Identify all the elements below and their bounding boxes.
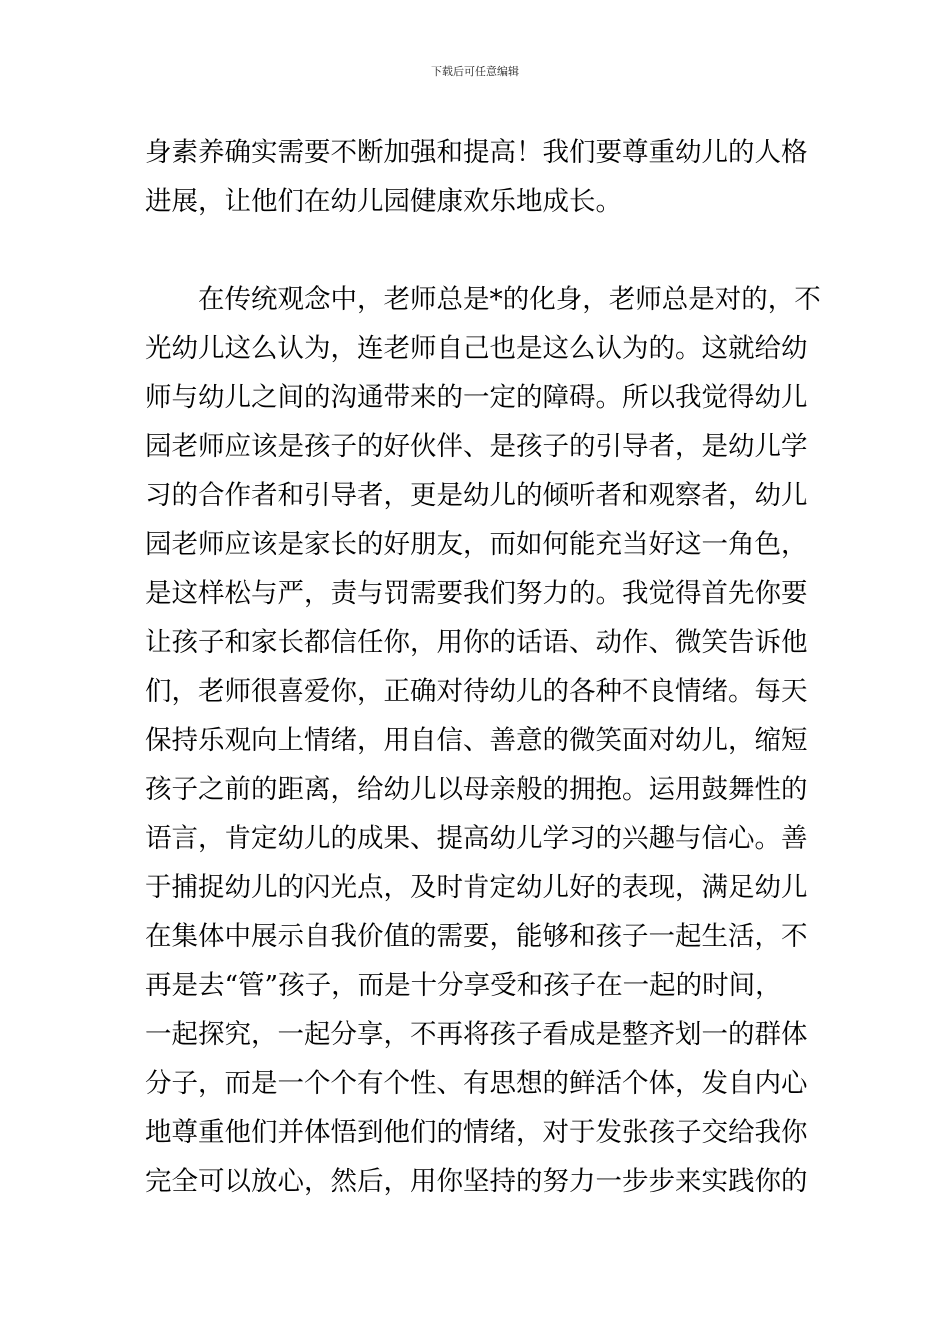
text-line: 分子，而是一个个有个性、有思想的鲜活个体，发自内心 — [145, 1068, 808, 1099]
text-line: 再是去“管”孩子，而是十分享受和孩子在一起的时间， — [145, 970, 782, 1001]
text-line: 一起探究，一起分享，不再将孩子看成是整齐划一的群体 — [145, 1019, 808, 1050]
text-line: 保持乐观向上情绪，用自信、善意的微笑面对幼儿，缩短 — [145, 725, 808, 756]
text-line: 在集体中展示自我价值的需要，能够和孩子一起生活，不 — [145, 921, 808, 952]
text-line: 完全可以放心，然后，用你坚持的努力一步步来实践你的 — [145, 1166, 808, 1197]
paragraph-1 — [145, 128, 807, 226]
text-line: 让孩子和家长都信任你，用你的话语、动作、微笑告诉他 — [145, 627, 808, 658]
page-header: 下载后可任意编辑 — [431, 65, 519, 78]
text-line: 园老师应该是孩子的好伙伴、是孩子的引导者，是幼儿学 — [145, 431, 808, 462]
text-line: 语言，肯定幼儿的成果、提高幼儿学习的兴趣与信心。善 — [145, 823, 808, 854]
text-line: 光幼儿这么认为，连老师自己也是这么认为的。这就给幼 — [145, 333, 808, 364]
text-line: 在传统观念中，老师总是*的化身，老师总是对的，不 — [198, 284, 821, 315]
text-line: 园老师应该是家长的好朋友，而如何能充当好这一角色， — [145, 529, 808, 560]
paragraph-2 — [145, 275, 821, 1206]
text-line: 进展，让他们在幼儿园健康欢乐地成长。 — [145, 186, 622, 217]
text-line: 身素养确实需要不断加强和提高！我们要尊重幼儿的人格 — [145, 137, 808, 168]
text-line: 习的合作者和引导者，更是幼儿的倾听者和观察者，幼儿 — [145, 480, 808, 511]
text-line: 们，老师很喜爱你，正确对待幼儿的各种不良情绪。每天 — [145, 676, 808, 707]
text-line: 是这样松与严，责与罚需要我们努力的。我觉得首先你要 — [145, 578, 808, 609]
text-line: 师与幼儿之间的沟通带来的一定的障碍。所以我觉得幼儿 — [145, 382, 808, 413]
text-line: 地尊重他们并体悟到他们的情绪，对于发张孩子交给我你 — [145, 1117, 808, 1148]
text-line: 孩子之前的距离，给幼儿以母亲般的拥抱。运用鼓舞性的 — [145, 774, 808, 805]
text-line: 于捕捉幼儿的闪光点，及时肯定幼儿好的表现，满足幼儿 — [145, 872, 808, 903]
